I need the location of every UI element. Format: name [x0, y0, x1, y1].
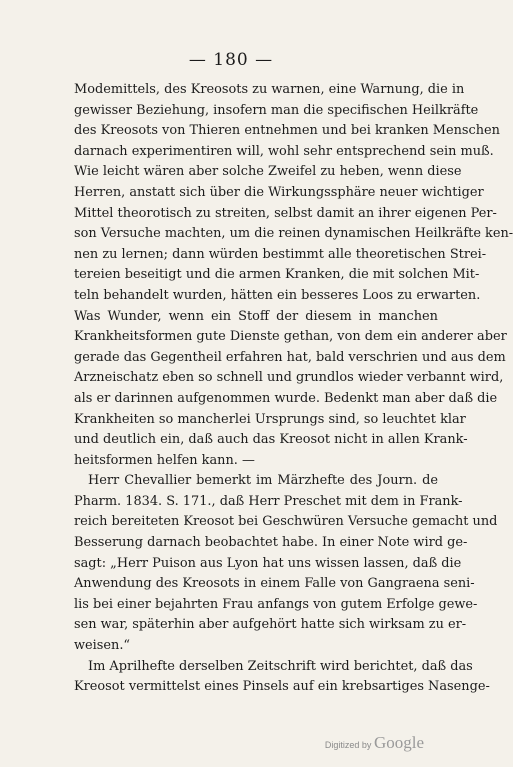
text-line: Im Aprilhefte derselben Zeitschrift wird berichtet, daß das [88, 658, 473, 674]
text-line: nen zu lernen; dann würden bestimmt alle theoretischen Strei- [74, 246, 487, 262]
text-line: son Versuche machten, um die reinen dynamischen Heilkräfte ken- [74, 226, 513, 242]
text-line: heitsformen helfen kann. — [74, 452, 255, 468]
text-line: tereien beseitigt und die armen Kranken, die mit solchen Mit- [74, 267, 480, 283]
digitized-by-label: Digitized by [324, 740, 372, 750]
text-line: sagt: „Herr Puison aus Lyon hat uns wissen lassen, daß die [74, 555, 462, 571]
text-line: Krankheiten so mancherlei Ursprungs sind, so leuchtet klar [74, 411, 466, 427]
text-line: Arzneischatz eben so schnell und grundlos wieder verbannt wird, [74, 370, 504, 386]
text-line: und deutlich ein, daß auch das Kreosot nicht in allen Krank- [74, 432, 468, 448]
text-line: als er darinnen aufgenommen wurde. Bedenkt man aber daß die [74, 390, 498, 406]
digitization-watermark [325, 733, 424, 753]
text-line: sen war, späterhin aber aufgehört hatte sich wirksam zu er- [74, 617, 467, 633]
text-line: Krankheitsformen gute Dienste gethan, von dem ein anderer aber [74, 329, 507, 345]
text-line: reich bereiteten Kreosot bei Geschwüren Versuche gemacht und [74, 514, 498, 530]
text-line: Pharm. 1834. S. 171., daß Herr Preschet mit dem in Frank- [74, 493, 463, 509]
text-line: Kreosot vermittelst eines Pinsels auf ein krebsartiges Nasenge- [74, 679, 490, 695]
text-line: Was Wunder, wenn ein Stoff der diesem in manchen [74, 308, 438, 324]
text-line: Wie leicht wären aber solche Zweifel zu heben, wenn diese [74, 164, 462, 180]
text-line: gewisser Beziehung, insofern man die specifischen Heilkräfte [74, 102, 479, 118]
text-line: des Kreosots von Thieren entnehmen und bei kranken Menschen [74, 123, 500, 139]
body-text [74, 80, 513, 698]
text-line: Herren, anstatt sich über die Wirkungssphäre neuer wichtiger [74, 184, 484, 200]
google-logo: Google [373, 733, 424, 752]
text-line: Besserung darnach beobachtet habe. In einer Note wird ge- [74, 535, 468, 551]
text-line: teln behandelt wurden, hätten ein besseres Loos zu erwarten. [74, 287, 481, 303]
text-line: weisen.“ [74, 638, 131, 654]
page-number: — 180 — [188, 50, 274, 70]
text-line: Anwendung des Kreosots in einem Falle von Gangraena seni- [74, 576, 475, 592]
text-line: Modemittels, des Kreosots zu warnen, eine Warnung, die in [74, 82, 465, 97]
text-line: Mittel theorotisch zu streiten, selbst damit an ihrer eigenen Per- [74, 205, 497, 221]
text-line: darnach experimentiren will, wohl sehr entsprechend sein muß. [74, 143, 494, 159]
text-line: lis bei einer bejahrten Frau anfangs von gutem Erfolge gewe- [74, 596, 478, 612]
text-line: Herr Chevallier bemerkt im Märzhefte des Journ. de [88, 473, 438, 489]
text-line: gerade das Gegentheil erfahren hat, bald verschrien und aus dem [74, 349, 506, 365]
